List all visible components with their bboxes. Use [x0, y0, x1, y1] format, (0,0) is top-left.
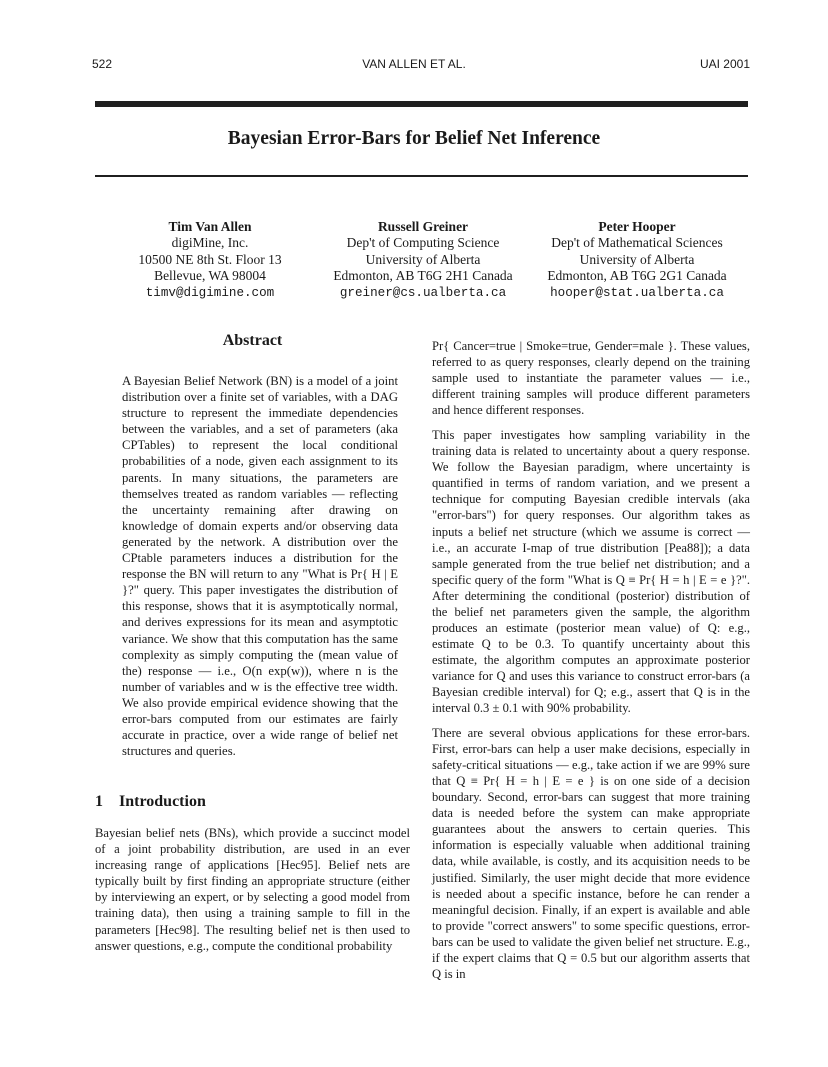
author-email: timv@digimine.com	[145, 285, 275, 300]
author-email: greiner@cs.ualberta.ca	[339, 285, 507, 300]
body-paragraph: Bayesian belief nets (BNs), which provide a succinct model of a joint probability distribution, are used in an ever increasing range of applications [Hec95]. Belief nets are typically built by first finding an appropriate structure (either by interviewing an expert, or by selecting a good model from training data), then using a training sample to fill in the parameters [Hec98]. The resulting belief net is then used to answer questions, e.g., compute the conditional probability	[95, 826, 410, 953]
author-affiliation-line: Edmonton, AB T6G 2H1 Canada	[333, 268, 513, 284]
author-affiliation-line: digiMine, Inc.	[171, 235, 249, 251]
author-affiliation-line: Dep't of Mathematical Sciences	[551, 235, 723, 251]
body-paragraph: This paper investigates how sampling variability in the training data is related to uncertainty about a query response. We follow the Bayesian paradigm, where uncertainty is quantified in terms of random variation, and we present a technique for computing Bayesian credible intervals (aka "error-bars") for query responses. Our algorithm takes as inputs a belief net structure (which we assume is correct — i.e., an accurate I-map of true distribution [Pea88]); a data sample generated from the true belief net distribution; and a specific query of the form "What is Q ≡ Pr{ H = h | E = e }?". After determining the conditional (posterior) distribution of the belief net parameters given the sample, the algorithm produces an estimate (posterior mean value) of Q: e.g., estimate Q to be 0.3. To quantify uncertainty about this estimate, the algorithm computes an approximate posterior variance for Q and uses this variance to construct error-bars (a Bayesian credible interval) for Q; e.g., assert that Q is in the interval 0.3 ± 0.1 with 90% probability.	[432, 428, 750, 716]
paper-title: Bayesian Error-Bars for Belief Net Inference	[227, 128, 601, 149]
author-affiliation-line: University of Alberta	[579, 251, 695, 267]
abstract-heading: Abstract	[222, 332, 283, 349]
author-name: Peter Hooper	[598, 219, 676, 234]
author-email: hooper@stat.ualberta.ca	[550, 285, 724, 300]
page-number: 522	[92, 57, 113, 71]
title-top-rule	[95, 101, 748, 107]
author-affiliation-line: Edmonton, AB T6G 2G1 Canada	[547, 268, 727, 284]
abstract-text: A Bayesian Belief Network (BN) is a model of a joint distribution over a finite set of variables, with a DAG structure to represent the immediate dependencies between the variables, and a set of parameters (aka CPTables) to represent the local conditional probabilities of a node, given each assignment to its parents. In many situations, the parameters are themselves treated as random variables — reflecting the uncertainty remaining after drawing on knowledge of domain experts and/or observing data generated by the network. A distribution over the CPtable parameters induces a distribution for the response the BN will return to any "What is Pr{ H | E }?" query. This paper investigates the distribution of this response, shows that it is asymptotically normal, and derives expressions for its mean and asymptotic variance. We show that this computation has the same complexity as simply computing the (mean value of the) response — i.e., O(n exp(w)), where n is the number of variables and w is the effective tree width. We also provide empirical evidence showing that the error-bars computed from our estimates are fairly accurate in practice, over a wide range of belief net structures and queries.	[122, 374, 398, 759]
author-2	[313, 219, 533, 301]
author-3	[527, 219, 747, 301]
body-paragraph: Pr{ Cancer=true | Smoke=true, Gender=male }. These values, referred to as query responses, clearly depend on the training sample used to instantiate the parameter values — i.e., different training samples will produce different parameters and hence different responses.	[432, 339, 750, 418]
venue-label: UAI 2001	[699, 57, 750, 71]
running-head	[0, 57, 828, 73]
author-affiliation-line: Bellevue, WA 98004	[154, 268, 266, 284]
running-authors: VAN ALLEN ET AL.	[362, 57, 466, 71]
title-bottom-rule	[95, 175, 748, 177]
author-1	[100, 219, 320, 301]
section-number: 1	[95, 793, 103, 811]
right-column	[432, 332, 750, 991]
left-column	[95, 332, 410, 963]
author-affiliation-line: University of Alberta	[365, 251, 481, 267]
author-affiliation-line: Dep't of Computing Science	[346, 235, 500, 251]
section-title: Introduction	[119, 793, 206, 811]
body-paragraph: There are several obvious applications for these error-bars. First, error-bars can help a user make decisions, especially in safety-critical situations — e.g., take action if we are 99% sure that Q ≡ Pr{ H = h | E = e } is on one side of a decision boundary. Second, error-bars can suggest that more training data is needed before the system can make appropriate guarantees about the answers to certain queries. This information is especially valuable when additional training data, while available, is costly, and its acquisition needs to be justified. Similarly, the user might decide that more evidence is needed about a specific instance, before he can render a meaningful decision. Finally, if an expert is available and able to provide "correct answers" to some specific questions, error-bars can be used to validate the given belief net structure. E.g., if the expert claims that Q = 0.5 but our algorithm asserts that Q is in	[432, 726, 750, 981]
author-name: Russell Greiner	[377, 219, 469, 234]
author-name: Tim Van Allen	[168, 219, 252, 234]
author-affiliation-line: 10500 NE 8th St. Floor 13	[138, 251, 282, 267]
section-heading	[95, 793, 410, 811]
